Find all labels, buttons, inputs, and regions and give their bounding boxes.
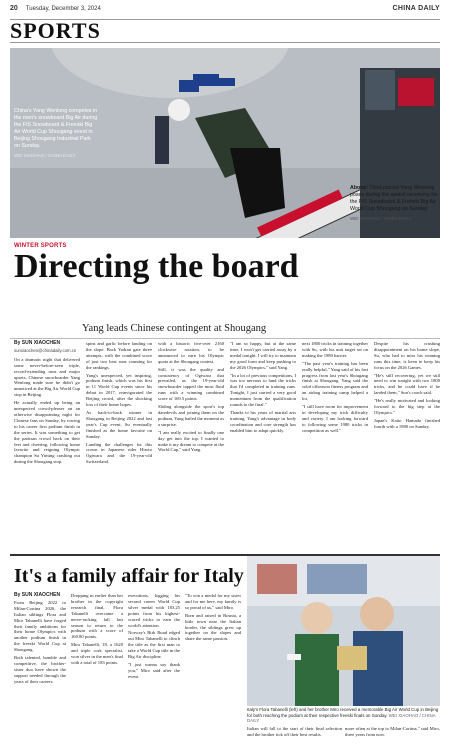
article2-column-2 (71, 593, 123, 668)
paragraph: Dropping in earlier than her brother in the copyright research final, Flora Tabanelli overcame a nerve-racking fall last season to return to the podium with a score of 160.80 points. (71, 593, 123, 640)
paragraph: with a historic five-over 2160 clockwise rotation, to be announced to earn his Olympic quota at the Shougang contest. (158, 341, 224, 364)
paragraph: "I just wanna say thank you," Miro said after the event. (128, 661, 180, 679)
siblings-photo (247, 556, 440, 706)
paragraph: executions, logging his second career World Cup silver medal with 183.25 points from his highest-scored tricks to earn the world's attention. (128, 593, 180, 628)
paragraph: "In a lot of previous competitions, I was too nervous to land the tricks that I'd completed in training runs. Tonight, I just carried a very good momentum from the qualification rounds to the final." (230, 372, 296, 408)
caption-left-text: China's Yang Wenlong competes in the men's snowboard Big Air during the FIS Snowboard & Freeski Big Air World Cup Shougang event in Beijing Shougang Industrial Park on Sunday. (14, 108, 98, 149)
divider (10, 338, 440, 339)
paragraph: Norway's Birk Ruud edged out Miro Tabanelli to clinch the title as the first man to take a World Cup title in the Big Air discipline. (128, 630, 180, 660)
paragraph: Landing the challenges for this crown in Japanese rider Hiroto Ogiwara and the 19-year-old Switzerland. (86, 441, 152, 465)
paragraph: On a dramatic night that delivered some never-before-seen triple, record-extending runs and major upsets, Chinese snowboarder Yang Wenlong made sure he didn't go unnoticed at the Big Air World Cup stop in Beijing. (14, 356, 80, 398)
paragraph: "He's still recovering, yet we still need to win tonight with two 1800 tricks, and he could have if he landed them," Sun's coach said. (374, 372, 440, 396)
paragraph: Still, it was the quality and consistency of Ogiwara that prevailed, as the 19-year-old snowboarder tapped the most fluid runs with a winning combined score of 169.5 points. (158, 366, 224, 402)
paragraph: Despite his crushing disappointment on his home slope, Su, who had to miss his winning runs this time, is keen to keep his focus on the 2026 Games. (374, 341, 440, 370)
paragraph: Born and raised in Bosnia, a little town near the Italian border, the siblings grew up together on the slopes and share the same passion. (185, 612, 241, 642)
paragraph: "He's really motivated and looking forward to the big step at the Olympics." (374, 398, 440, 415)
article2-column-5 (247, 726, 342, 740)
article-subhead: Yang leads Chinese contingent at Shougang (82, 323, 267, 334)
article1-column-1 (14, 341, 80, 467)
paragraph: "I still have room for improvement in developing my trick difficulty and variety. I am looking forward to following some 1980 tricks in competition as well." (302, 404, 368, 433)
byline-email: sunxiaochen@chinadaily.com.cn (14, 347, 77, 353)
article2-column-4 (185, 593, 241, 644)
paragraph: Thanks to his years of martial arts training, Yang's advantage in body coordination and core strength has enabled him to adapt quickly. (230, 409, 296, 433)
paragraph: Yang's unexpected, yet inspiring, podium finish, which was his first in 11 World Cup events since his debut in 2017, reinvigorated the Beijing crowd, after the shocking loss of their home hopes. (86, 372, 152, 408)
byline: By SUN XIAOCHEN (14, 340, 61, 346)
article1-column-3 (158, 341, 224, 455)
paragraph: Miro Tabanelli, 18, a 1620 and triple cork specialist, won silver in the men's final with a total of 183 points. (71, 642, 123, 665)
article2-headline: It's a family affair for Italy (14, 565, 244, 587)
siblings-caption-text: Italy's Flora Tabanelli (left) and her brother Miro received a memorable Big Air World Cup in Beijing for both reaching the podium at their respective freeski finals on Sunday. (247, 707, 439, 718)
paragraph: As back-to-back winner in Shougang in Beijing 2022 and last year's Cup event, Su eventually finished as the home favorite on Sunday. (86, 409, 152, 439)
caption-left-credit: WEI XIAOHAO / CHINA DAILY (14, 153, 76, 158)
paragraph: From Beijing 2022 to Milan-Cortina 2026, the Italian siblings Flora and Miro Tabanelli have forged their family ambitions for their home Olympics with another podium finish in the freeski World Cup at Shougang. (14, 599, 66, 653)
paragraph: He actually ended up being an unexpected crowd-pleaser on an otherwise disappointing night for Chinese fans on Sunday, by rowing to his career first podium finish in the series. It was something to get the partisan crowd back on their feet and cheering, following home favorite and reigning Olympic champion Su Yiming crashing out during the Shougang stop. (14, 400, 80, 465)
paragraph: spins and garlic before landing on the slope. Back Yadran gate three attempts, with the combined score of just two best runs counting for the rankings. (86, 341, 152, 370)
photo-caption-right (350, 185, 438, 222)
paragraph: "To win a medal for my sister and for me here, my family is so proud of us," said Miro. (185, 593, 241, 610)
article2-column-3 (128, 593, 180, 682)
brand-name: CHINA DAILY (392, 5, 440, 12)
date-line: Tuesday, December 3, 2024 (25, 5, 101, 12)
section-header (10, 19, 440, 43)
photo-caption-left (14, 108, 98, 159)
paragraph: Sliding alongside the sport's top daredevils and joining them on the podium, Yang hailed the moment as a surprise. (158, 404, 224, 427)
paragraph: more often at the top to Milan-Cortina," said Miro, three years from now. (345, 726, 440, 737)
page-header (0, 0, 450, 17)
header-left (10, 5, 101, 12)
paragraph: Japan's Kaito Hamada finished fourth with a 1980 on Sunday. (374, 417, 440, 429)
paragraph: next 1800 tricks in training together with Su, with his unit target set on making the 1980 barrier. (302, 341, 368, 358)
article2-column-1 (14, 593, 66, 687)
paragraph: "The past year's training has been really helpful," Yang said of his fast progress from last year's Shougang finish at Shougang. Yang said the solid offseason fitness program and an airbag training camp helped a lot. (302, 360, 368, 402)
siblings-photo-illustration (247, 556, 440, 706)
article1-column-2 (86, 341, 152, 467)
article2-column-6 (345, 726, 440, 740)
paragraph: Italian will fall to the start of their final selection and the brother tick off their best results. (247, 726, 342, 737)
caption-right-credit: WEI XIAOHAO / CHINA DAILY (350, 216, 412, 221)
article1-column-4 (230, 341, 296, 436)
caption-right-text: Third-placed Yang Wenlong poses during the award ceremony for the FIS Snowboard & Freeski Big Air World Cup Shougang on Sunday. (350, 185, 438, 212)
article1-column-5 (302, 341, 368, 436)
section-title: SPORTS (10, 18, 101, 43)
caption-right-label: Above: (350, 185, 368, 191)
paragraph: Both talented, humble and competitive, the brother-sister duo have shown the support needed through the years of their careers. (14, 655, 66, 684)
article-headline: Directing the board (14, 248, 299, 285)
article-kicker: WINTER SPORTS (14, 243, 67, 249)
siblings-caption-credit: WEI XIAOHAO / CHINA DAILY (247, 712, 436, 724)
article1-column-6 (374, 341, 440, 432)
paragraph: "I am so happy, but at the same time, I won't get carried away by a medal tonight. I will try to maintain my good form and keep pushing to the 2026 Olympics," said Yang. (230, 341, 296, 370)
byline: By SUN XIAOCHEN (14, 592, 61, 598)
siblings-photo-caption (247, 707, 440, 724)
paragraph: "I am really excited to finally one day get into the top. I wanted to make it my dream to compete at the World Cup," said Yang. (158, 429, 224, 453)
page-number: 20 (10, 5, 18, 12)
